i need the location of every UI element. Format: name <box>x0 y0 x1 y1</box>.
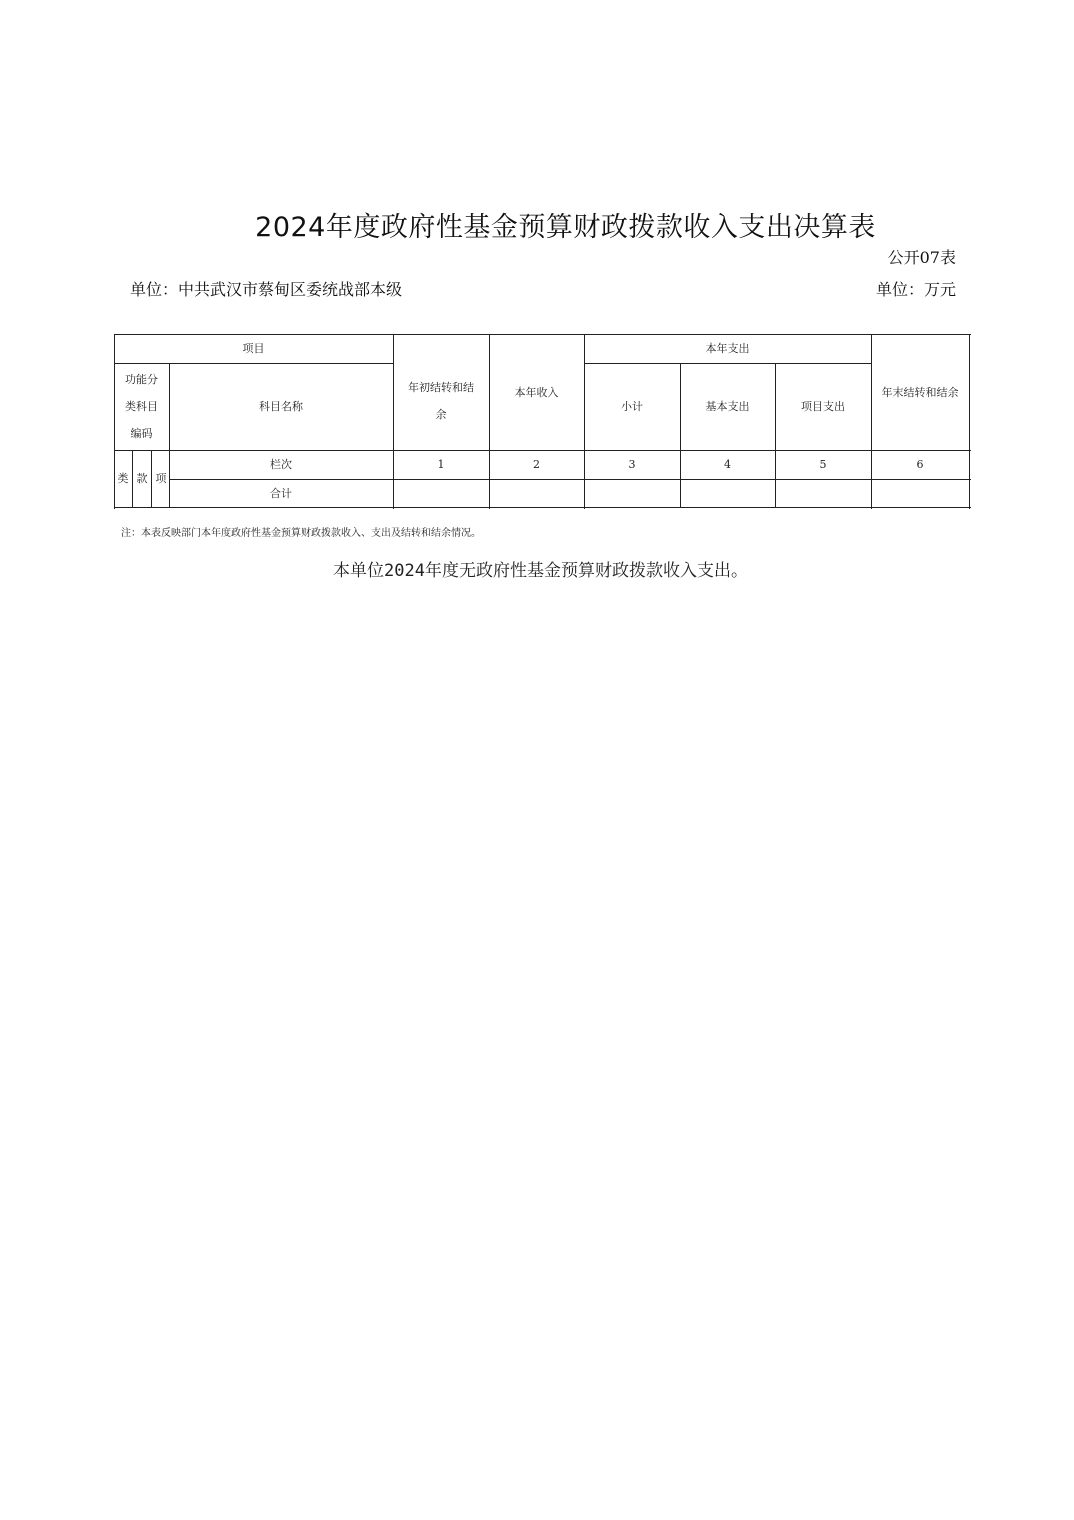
total-row-label: 合计 <box>270 486 292 500</box>
header-opening-balance-line1: 年初结转和结 <box>408 381 474 394</box>
unit-currency: 单位：万元 <box>875 280 956 299</box>
header-subtotal: 小计 <box>621 400 643 413</box>
header-func-class-code <box>114 363 169 450</box>
total-value-2 <box>489 479 584 507</box>
fund-budget-table <box>114 334 971 509</box>
table-border-right <box>969 334 970 509</box>
header-func-class-code-line2: 类科目 <box>125 400 158 413</box>
header-current-expense: 本年支出 <box>705 342 750 355</box>
column-number-4: 4 <box>724 458 731 471</box>
header-xiang <box>152 450 170 507</box>
header-current-income: 本年收入 <box>514 385 559 399</box>
total-value-4 <box>680 479 775 507</box>
header-basic-expense: 基本支出 <box>705 400 750 413</box>
no-data-statement: 本单位2024年度无政府性基金预算财政拨款收入支出。 <box>333 561 748 581</box>
table-border-bottom <box>114 507 971 508</box>
total-value-5 <box>775 479 871 507</box>
header-project: 项目 <box>242 342 265 355</box>
total-value-6 <box>871 479 969 507</box>
header-opening-balance-line2: 余 <box>435 408 447 421</box>
header-xiang-label: 项 <box>155 472 167 485</box>
column-number-6: 6 <box>916 458 924 471</box>
header-kuan-label: 款 <box>136 472 148 485</box>
column-row-label: 栏次 <box>270 458 292 471</box>
total-value-3 <box>584 479 680 507</box>
header-closing-balance: 年末结转和结余 <box>881 385 959 399</box>
table-code: 公开07表 <box>887 248 956 267</box>
header-lei-label: 类 <box>117 472 129 485</box>
header-subject-name: 科目名称 <box>259 400 303 413</box>
header-opening-balance <box>393 352 489 450</box>
header-project-expense: 项目支出 <box>801 400 845 413</box>
header-lei <box>114 450 132 507</box>
column-number-1: 1 <box>437 458 445 471</box>
header-func-class-code-line1: 功能分 <box>125 373 158 386</box>
table-footnote: 注：本表反映部门本年度政府性基金预算财政拨款收入、支出及结转和结余情况。 <box>121 528 481 539</box>
page-title: 2024年度政府性基金预算财政拨款收入支出决算表 <box>255 212 876 243</box>
header-kuan <box>133 450 151 507</box>
column-number-2: 2 <box>533 458 540 471</box>
unit-organization: 单位：中共武汉市蔡甸区委统战部本级 <box>130 280 403 299</box>
header-func-class-code-line3: 编码 <box>130 427 153 440</box>
column-number-3: 3 <box>628 458 636 471</box>
total-value-1 <box>393 479 489 507</box>
column-number-5: 5 <box>819 458 827 471</box>
